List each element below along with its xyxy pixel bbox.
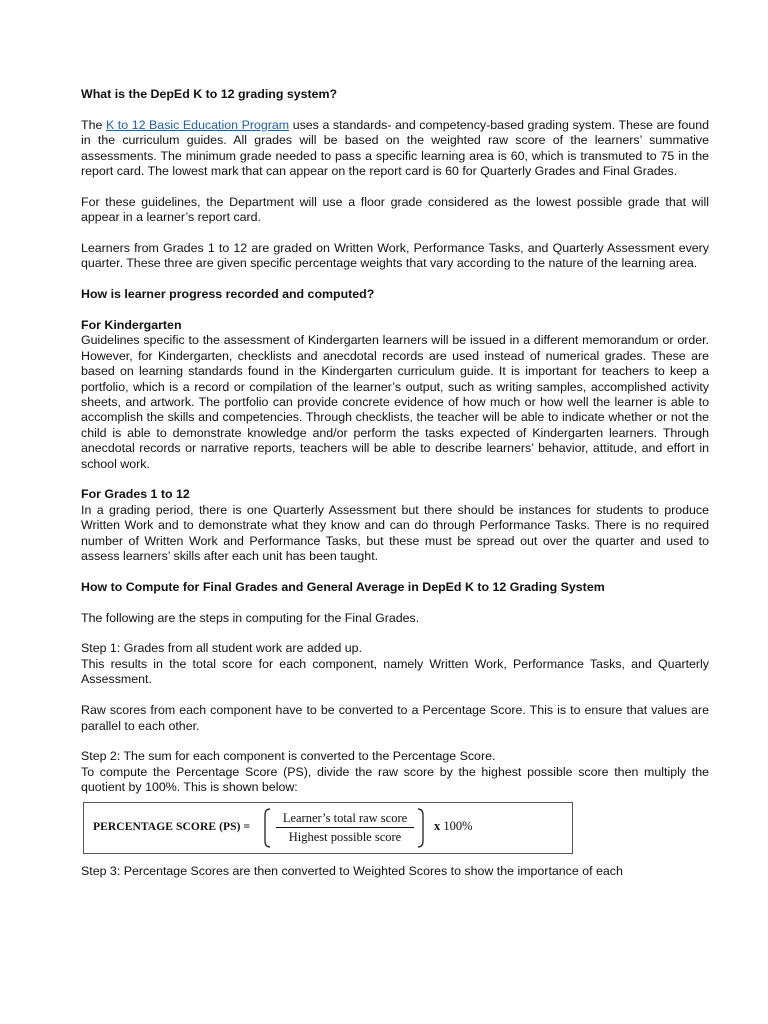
formula-multiplier [434, 819, 473, 834]
document-page [81, 87, 709, 879]
paragraph-prefix: The [81, 117, 106, 132]
percentage-score-formula [83, 802, 573, 854]
formula-denominator: Highest possible score [288, 829, 402, 844]
paragraph-raw-scores: Raw scores from each component have to be converted to a Percentage Score. This is to ensure that values are parallel to each other. [81, 703, 709, 733]
step2-text: To compute the Percentage Score (PS), divide the raw score by the highest possible score then multiply the quotient by 100%. This is shown below: [81, 764, 709, 795]
step1-title: Step 1: Grades from all student work are added up. [81, 641, 363, 656]
paragraph-body: uses a standards- and competency-based grading system. These are found in the curriculum guides. All grades will be based on the weighted raw score of the learners’ summative assessments. The minimum grade needed to pass a specific learning area is 60, which is transmuted to 75 in the report card. The lowest mark that can appear on the report card is 60 for Quarterly Grades and Final Grades. [81, 117, 710, 179]
formula-percent: 100% [443, 818, 473, 833]
k12-program-link[interactable]: K to 12 Basic Education Program [105, 117, 290, 132]
paragraph-components: Learners from Grades 1 to 12 are graded on Written Work, Performance Tasks, and Quarterly Assessment every quarter. These three are given specific percentage weights that vary according to the nature of the learning area. [81, 241, 709, 271]
formula-numerator: Learner’s total raw score [276, 811, 414, 828]
paragraph-steps-intro: The following are the steps in computing for the Final Grades. [81, 610, 420, 625]
paragraph-grades-1-12: In a grading period, there is one Quarterly Assessment but there should be instances for students to produce Written Work and to demonstrate what they know and can do through Performance Tasks. There is no required number of Written Work and Performance Tasks, but these must be spread out over the quarter and used to assess learners’ skills after each unit has been taught. [81, 502, 709, 564]
formula-times: x [434, 818, 441, 833]
paragraph-program-overview [81, 118, 709, 180]
heading-compute-final-grades: How to Compute for Final Grades and General Average in DepEd K to 12 Grading System [81, 579, 605, 594]
formula-label: PERCENTAGE SCORE (PS) = [93, 820, 251, 833]
heading-deped-grading-system: What is the DepEd K to 12 grading system? [81, 87, 338, 101]
paragraph-floor-grade: For these guidelines, the Department will use a floor grade considered as the lowest possible grade that will appear in a learner’s report card. [81, 194, 709, 225]
subheading-grades-1-12: For Grades 1 to 12 [81, 487, 190, 502]
heading-learner-progress: How is learner progress recorded and computed? [81, 287, 375, 302]
step1-text: This results in the total score for each component, namely Written Work, Performance Tasks, and Quarterly Assessment. [81, 656, 709, 687]
step3-text: Step 3: Percentage Scores are then converted to Weighted Scores to show the importance of each [81, 863, 623, 878]
subheading-kindergarten: For Kindergarten [81, 318, 182, 333]
paragraph-kindergarten: Guidelines specific to the assessment of Kindergarten learners will be issued in a different memorandum or order. However, for Kindergarten, checklists and anecdotal records are used instead of numerical grades. These are based on learning standards found in the Kindergarten curriculum guide. It is important for teachers to keep a portfolio, which is a record or compilation of the learner’s output, such as writing samples, accomplished activity sheets, and artwork. The portfolio can provide concrete evidence of how much or how well the learner is able to accomplish the skills and competencies. Through checklists, the teacher will be able to indicate whether or not the child is able to demonstrate knowledge and/or perform the tasks expected of Kindergarten learners. Through anecdotal records or narrative reports, teachers will be able to describe learners’ behavior, attitude, and effort in school work. [81, 333, 709, 471]
formula-fraction [264, 807, 424, 849]
step2-title: Step 2: The sum for each component is converted to the Percentage Score. [81, 749, 496, 764]
